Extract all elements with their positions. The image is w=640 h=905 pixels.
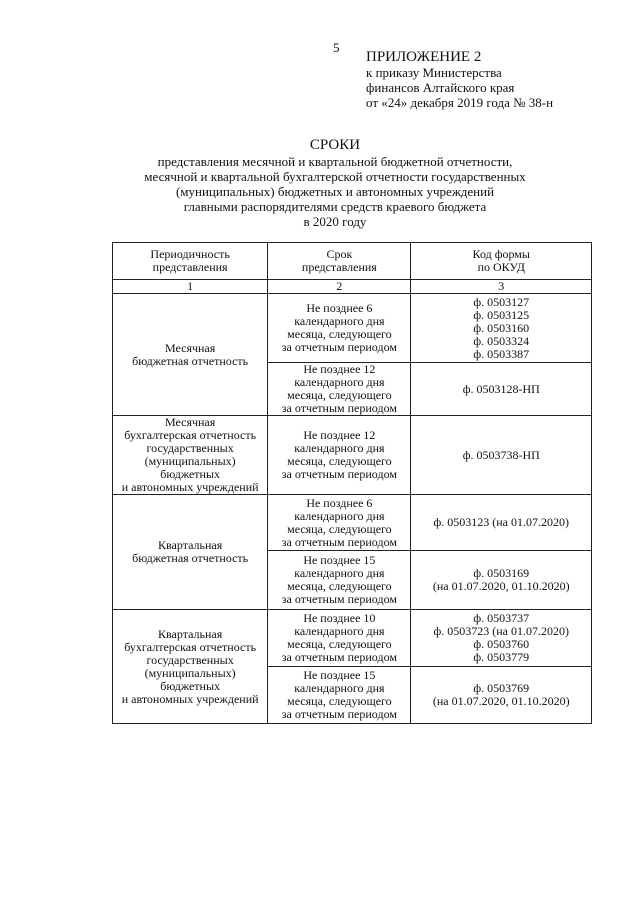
title-line: главными распорядителями средств краевого бюджета [183,199,487,214]
table-row [113,610,592,667]
title-line: представления месячной и квартальной бюджетной отчетности, [157,154,513,169]
column-numbers-row [113,280,592,294]
header-deadline: Срок представления [268,243,411,280]
codes-cell: ф. 0503169 (на 01.07.2020, 01.10.2020) [411,551,592,610]
title-line: (муниципальных) бюджетных и автономных учреждений [175,184,495,199]
deadline-cell: Не позднее 12 календарного дня месяца, следующего за отчетным периодом [268,363,411,416]
header-form-code: Код формы по ОКУД [411,243,592,280]
title-line: месячной и квартальной бухгалтерской отчетности государственных [144,169,526,184]
codes-cell: ф. 0503738-НП [411,416,592,495]
deadline-cell: Не позднее 15 календарного дня месяца, следующего за отчетным периодом [268,551,411,610]
table-header-row [113,243,592,280]
header-periodicity: Периодичность представления [113,243,268,280]
column-number: 3 [411,280,592,294]
column-number: 2 [268,280,411,294]
table-row [113,294,592,363]
period-cell: Месячная бюджетная отчетность [113,294,268,416]
deadline-cell: Не позднее 10 календарного дня месяца, следующего за отчетным периодом [268,610,411,667]
table-row [113,495,592,551]
deadline-cell: Не позднее 12 календарного дня месяца, следующего за отчетным периодом [268,416,411,495]
deadline-cell: Не позднее 6 календарного дня месяца, следующего за отчетным периодом [268,294,411,363]
codes-cell: ф. 0503123 (на 01.07.2020) [411,495,592,551]
title-line: в 2020 году [303,214,367,229]
deadline-cell: Не позднее 6 календарного дня месяца, следующего за отчетным периодом [268,495,411,551]
period-cell: Квартальная бухгалтерская отчетность государственных (муниципальных) бюджетных и автономных учреждений [113,610,268,724]
codes-cell: ф. 0503737 ф. 0503723 (на 01.07.2020) ф. 0503760 ф. 0503779 [411,610,592,667]
deadline-cell: Не позднее 15 календарного дня месяца, следующего за отчетным периодом [268,667,411,724]
column-number: 1 [113,280,268,294]
appendix-line: финансов Алтайского края [366,80,515,95]
codes-cell: ф. 0503127 ф. 0503125 ф. 0503160 ф. 0503324 ф. 0503387 [411,294,592,363]
appendix-block [366,50,553,110]
period-cell: Месячная бухгалтерская отчетность государственных (муниципальных) бюджетных и автономных учреждений [113,416,268,495]
period-cell: Квартальная бюджетная отчетность [113,495,268,610]
table-row [113,416,592,495]
document-title [100,137,570,229]
page-number: 5 [333,40,340,55]
deadlines-table [112,242,592,724]
appendix-heading: ПРИЛОЖЕНИЕ 2 [366,49,482,65]
appendix-line: от «24» декабря 2019 года № 38-н [366,95,554,110]
codes-cell: ф. 0503128-НП [411,363,592,416]
title-main: СРОКИ [309,137,361,153]
appendix-line: к приказу Министерства [366,65,502,80]
codes-cell: ф. 0503769 (на 01.07.2020, 01.10.2020) [411,667,592,724]
